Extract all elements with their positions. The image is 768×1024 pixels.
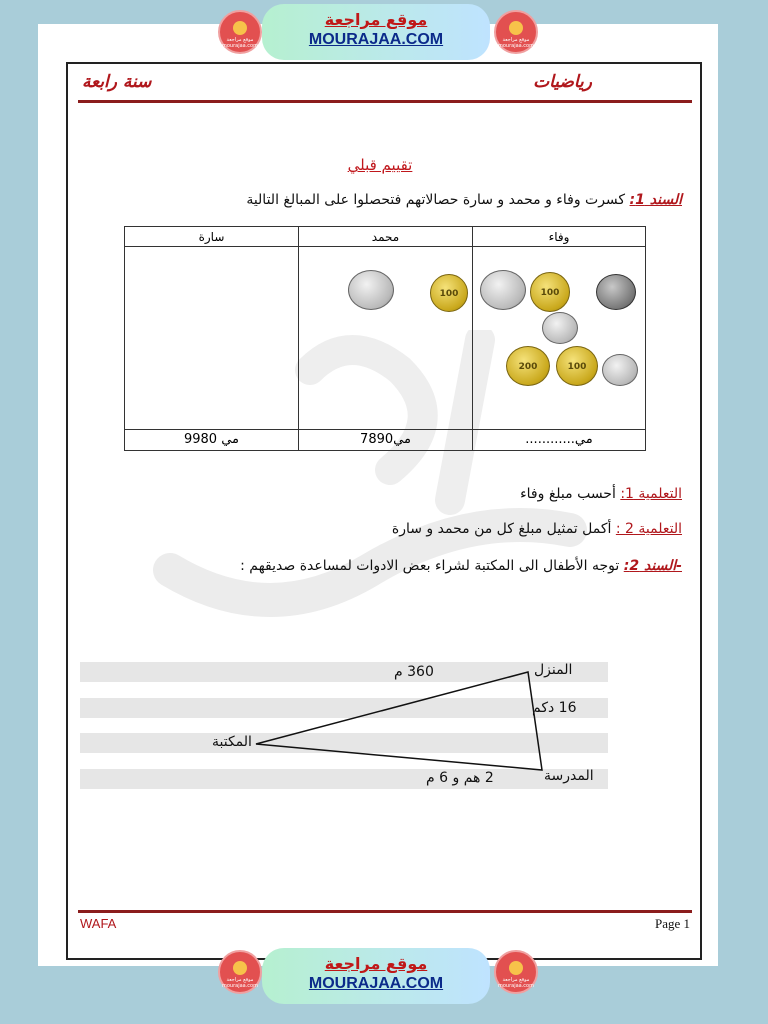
sanad-1-text: كسرت وفاء و محمد و سارة حصالاتهم فتحصلوا على المبالغ التالية bbox=[246, 192, 630, 208]
triangle-shape bbox=[256, 672, 542, 770]
banner-url: MOURAJAA.COM bbox=[308, 975, 444, 992]
talimat-2-text: أكمل تمثيل مبلغ كل من محمد و سارة bbox=[391, 521, 616, 537]
logo-text: موقع مراجعة mourajaa.com bbox=[497, 37, 534, 49]
total-sara: 9980 مي bbox=[125, 429, 299, 450]
logo-text: موقع مراجعة mourajaa.com bbox=[221, 37, 258, 49]
talimat-1-text: أحسب مبلغ وفاء bbox=[520, 486, 621, 502]
banner-url: MOURAJAA.COM bbox=[308, 31, 444, 48]
footer-page-number: Page 1 bbox=[655, 916, 691, 931]
logo-text: موقع مراجعة mourajaa.com bbox=[497, 977, 534, 989]
header-subject: رياضيات bbox=[533, 72, 592, 92]
label-library: المكتبة bbox=[212, 734, 252, 750]
coin-wafa-5: 200 bbox=[506, 346, 550, 386]
total-wafa: ............مي bbox=[473, 429, 646, 450]
site-logo-bottom-right bbox=[494, 950, 538, 994]
header-grade: سنة رابعة bbox=[82, 72, 152, 92]
coin-wafa-2: 100 bbox=[530, 272, 570, 312]
distance-home-library: 360 م bbox=[394, 664, 434, 680]
coin-wafa-6: 100 bbox=[556, 346, 598, 386]
label-home: المنزل bbox=[534, 662, 573, 678]
page-title: تقييم قبلي bbox=[347, 156, 413, 174]
footer-author: WAFA bbox=[80, 916, 117, 931]
sanad-1-label: السند 1: bbox=[629, 192, 682, 208]
label-school: المدرسة bbox=[544, 768, 594, 784]
col-header-sara: سارة bbox=[125, 227, 299, 247]
col-header-mohamed: محمد bbox=[299, 227, 473, 247]
coin-mohamed-2: 100 bbox=[430, 274, 468, 312]
sanad-2-text: توجه الأطفال الى المكتبة لشراء بعض الادوات لمساعدة صديقهم : bbox=[240, 558, 624, 574]
distance-school-library: 2 هم و 6 م bbox=[426, 770, 494, 786]
footer-rule bbox=[78, 910, 692, 913]
sanad-2-label: -السند 2: bbox=[623, 558, 682, 574]
col-header-wafa: وفاء bbox=[473, 227, 646, 247]
banner-arabic: موقع مراجعة bbox=[324, 10, 428, 29]
total-mohamed: 7890مي bbox=[299, 429, 473, 450]
talimat-2-label: التعلمية 2 : bbox=[615, 521, 682, 537]
site-banner-bottom[interactable] bbox=[262, 948, 490, 1004]
logo-text: موقع مراجعة mourajaa.com bbox=[221, 977, 258, 989]
distance-home-school: 16 دكم bbox=[532, 700, 577, 716]
talimat-1-label: التعلمية 1: bbox=[620, 486, 682, 502]
site-logo-bottom-left bbox=[218, 950, 262, 994]
banner-arabic: موقع مراجعة bbox=[324, 954, 428, 973]
